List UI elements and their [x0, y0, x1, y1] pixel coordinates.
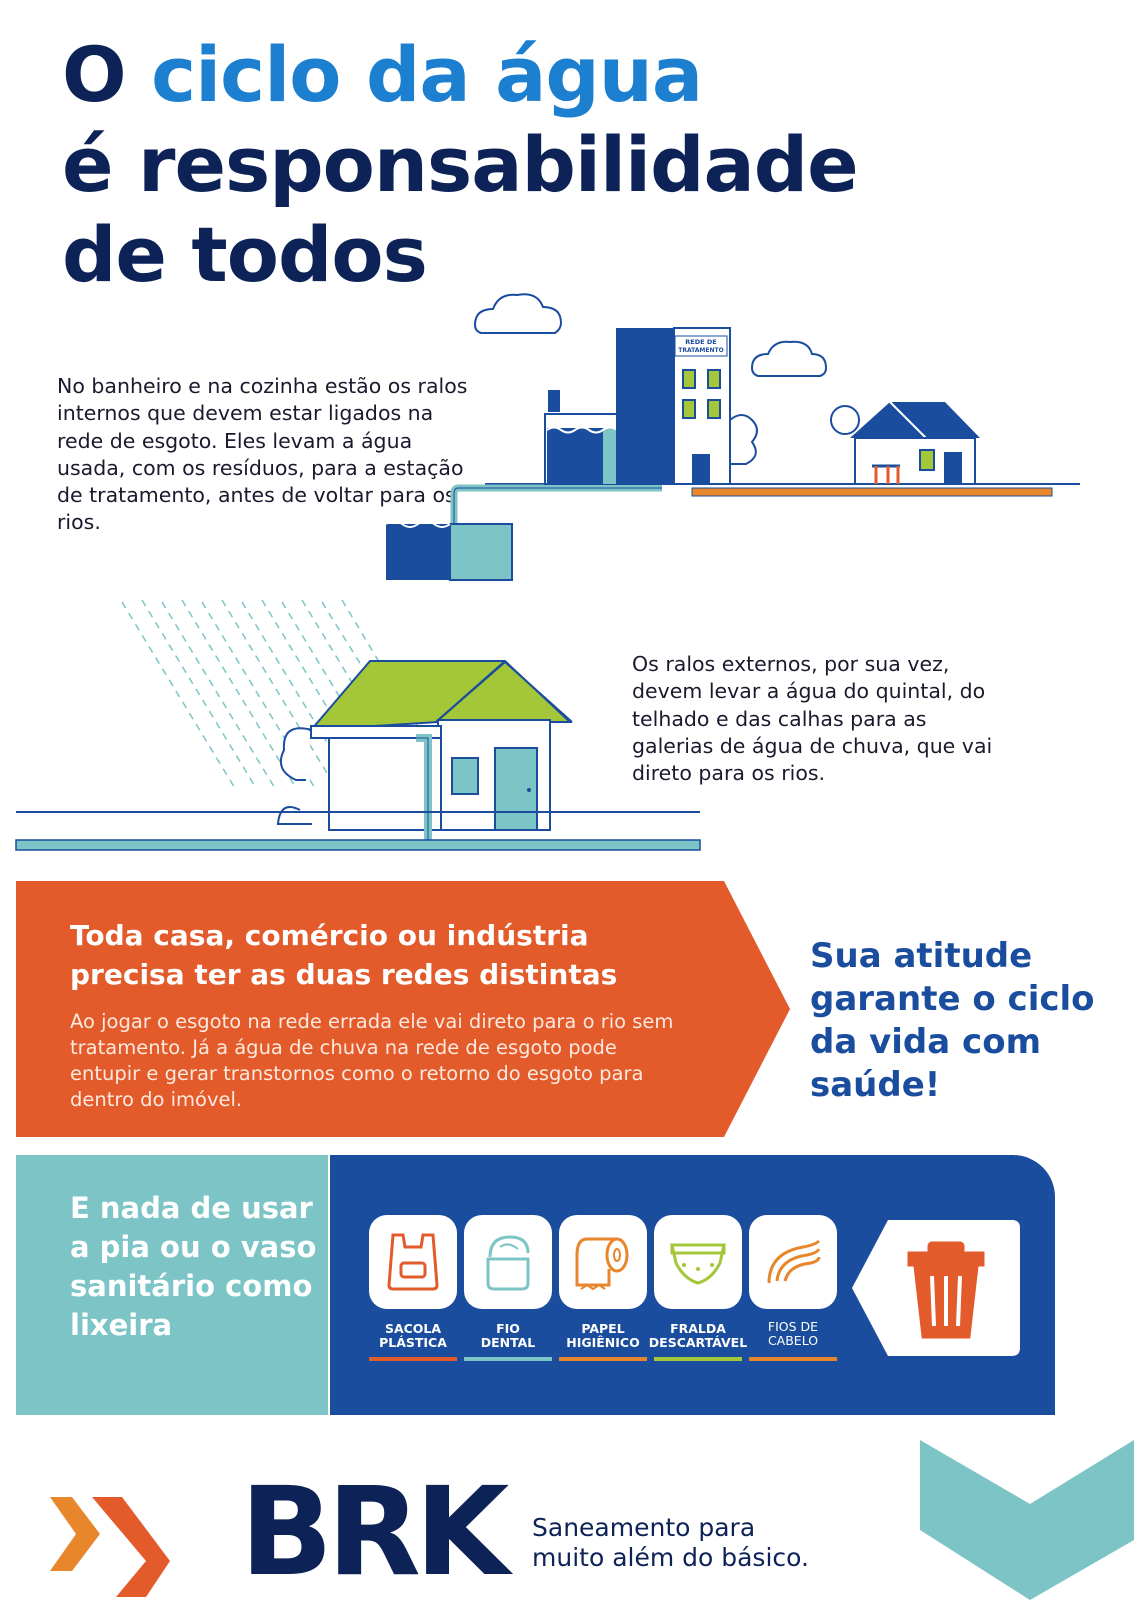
plastic-bag-icon [383, 1229, 443, 1295]
hair-icon [763, 1229, 823, 1295]
cloud-icon [475, 294, 561, 333]
waste-item-card [369, 1215, 457, 1309]
toilet-paper-icon [573, 1229, 633, 1295]
treatment-station-illustration [380, 280, 1080, 600]
brk-logo: BRK [240, 1461, 504, 1603]
waste-item-card [654, 1215, 742, 1309]
brand-tagline: Saneamento para muito além do básico. [532, 1513, 809, 1572]
banner-body: Ao jogar o esgoto na rede errada ele vai direto para o rio sem tratamento. Já a água de chuva na rede de esgoto pode entupir e gerar transtornos como o retorno do esgoto para dentro do imóvel. [70, 1010, 674, 1111]
dental-floss-icon [478, 1229, 538, 1295]
banner-heading: Toda casa, comércio ou indústria precisa ter as duas redes distintas [70, 919, 618, 991]
sign-line-1: REDE DE [685, 338, 717, 346]
waste-item-card [464, 1215, 552, 1309]
cloud-icon [752, 342, 826, 376]
item-underline [369, 1357, 457, 1361]
page-title [62, 30, 962, 300]
rain-house-illustration [0, 590, 720, 880]
chevron-right-icon [50, 1497, 180, 1597]
item-underline [464, 1357, 552, 1361]
title-prefix: O [62, 30, 152, 119]
title-highlight: ciclo da água [151, 30, 703, 119]
waste-item-card [749, 1215, 837, 1309]
title-line-2: é responsabilidade [62, 120, 858, 209]
item-label-hair: FIOS DE CABELO [767, 1319, 819, 1348]
sign-line-2: TRATAMENTO [678, 347, 724, 354]
title-line-3: de todos [62, 210, 427, 299]
internal-drains-text: No banheiro e na cozinha estão os ralos internos que devem estar ligados na rede de esgoto. Eles levam a água usada, com os resíduos, para a estação de tratamento, antes de voltar para os rios. [57, 374, 468, 535]
slogan: Sua atitude garante o ciclo da vida com saúde! [810, 936, 1095, 1105]
decorative-chevron [920, 1440, 1134, 1600]
item-underline [749, 1357, 837, 1361]
diaper-icon [668, 1229, 728, 1295]
waste-heading: E nada de usar a pia ou o vaso sanitário como lixeira [70, 1191, 317, 1342]
external-drains-text: Os ralos externos, por sua vez, devem levar a água do quintal, do telhado e das calhas para as galerias de água de chuva, que vai direto para os rios. [632, 652, 993, 786]
item-underline [654, 1357, 742, 1361]
item-label-plastic-bag: SACOLA PLÁSTICA [379, 1321, 447, 1350]
waste-item-card [559, 1215, 647, 1309]
item-label-diaper: FRALDA DESCARTÁVEL [648, 1321, 748, 1350]
item-label-toilet-paper: PAPEL HIGIÊNICO [566, 1321, 640, 1350]
item-label-dental-floss: FIO DENTAL [480, 1321, 536, 1350]
item-underline [559, 1357, 647, 1361]
trash-bin-tag [852, 1220, 1022, 1356]
